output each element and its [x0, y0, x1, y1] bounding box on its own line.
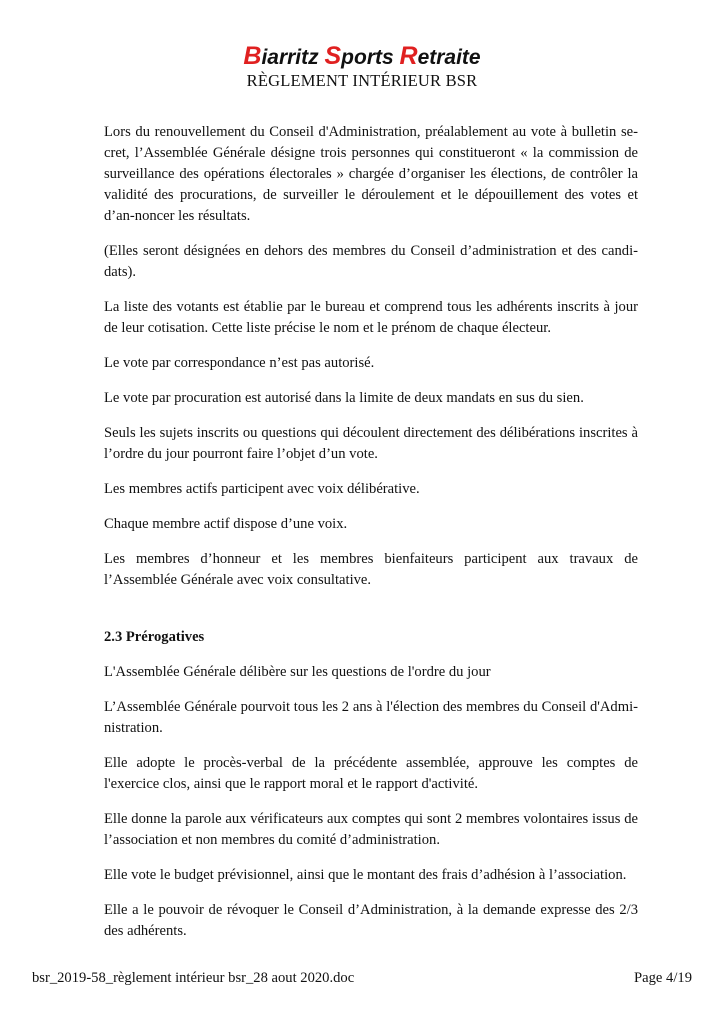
- paragraph: (Elles seront désignées en dehors des membres du Conseil d’administration et des candi-dats).: [104, 243, 638, 280]
- paragraph: Le vote par correspondance n’est pas autorisé.: [104, 355, 375, 371]
- paragraph: Elle vote le budget prévisionnel, ainsi que le montant des frais d’adhésion à l’association.: [104, 867, 627, 883]
- paragraph: Les membres actifs participent avec voix délibérative.: [104, 481, 420, 497]
- paragraph: La liste des votants est établie par le bureau et comprend tous les adhérents inscrits à jour de leur cotisation. Cette liste précise le nom et le prénom de chaque électeur.: [104, 299, 638, 336]
- paragraph: Lors du renouvellement du Conseil d'Administration, préalablement au vote à bulletin se-cret, l’Assemblée Générale désigne trois personnes qui constitueront « la commission de surveillance des opérations électorales » chargée d’organiser les élections, de contrôler la validité des procurations, de surveiller le déroulement et le dépouillement des votes et d’an-noncer les résultats.: [104, 124, 638, 224]
- paragraph: Les membres d’honneur et les membres bienfaiteurs participent aux travaux de l’Assemblée Générale avec voix consultative.: [104, 551, 638, 588]
- page-header: [0, 44, 724, 91]
- brand-word-3: Retraite: [399, 42, 481, 70]
- brand-word-1: Biarritz: [243, 42, 325, 70]
- section-heading: 2.3 Prérogatives: [104, 629, 205, 645]
- paragraph: Seuls les sujets inscrits ou questions qui découlent directement des délibérations inscrites à l’ordre du jour pourront faire l’objet d’un vote.: [104, 425, 638, 462]
- paragraph: Elle donne la parole aux vérificateurs aux comptes qui sont 2 membres volontaires issus de l’association et non membres du comité d’administration.: [104, 811, 638, 848]
- footer-filename: bsr_2019-58_règlement intérieur bsr_28 aout 2020.doc: [32, 970, 355, 986]
- page-body: [104, 122, 638, 956]
- page-number: Page 4/19: [634, 970, 692, 986]
- paragraph: Chaque membre actif dispose d’une voix.: [104, 516, 348, 532]
- paragraph: L’Assemblée Générale pourvoit tous les 2 ans à l'élection des membres du Conseil d'Admi-nistration.: [104, 699, 638, 736]
- brand-word-2: Sports: [324, 42, 400, 70]
- paragraph: Le vote par procuration est autorisé dans la limite de deux mandats en sus du sien.: [104, 390, 584, 406]
- document-title: RÈGLEMENT INTÉRIEUR BSR: [246, 71, 478, 90]
- paragraph: Elle a le pouvoir de révoquer le Conseil d’Administration, à la demande expresse des 2/3 des adhérents.: [104, 902, 638, 939]
- brand-logo: [0, 44, 724, 70]
- paragraph: L'Assemblée Générale délibère sur les questions de l'ordre du jour: [104, 664, 491, 680]
- paragraph: Elle adopte le procès-verbal de la précédente assemblée, approuve les comptes de l'exercice clos, ainsi que le rapport moral et le rapport d'activité.: [104, 755, 638, 792]
